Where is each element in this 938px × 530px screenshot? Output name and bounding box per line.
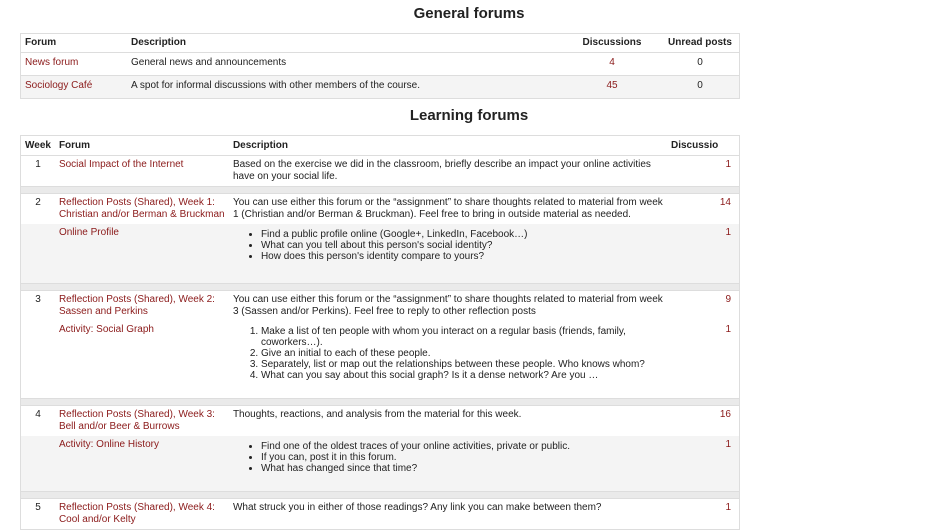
column-header-forum: Forum [55,136,229,156]
forum-link[interactable]: Reflection Posts (Shared), Week 4: Cool and/or Kelty [58,502,215,525]
discussions-count-link[interactable]: 4 [609,57,615,68]
column-header-week: Week [21,136,55,156]
list-item: • What can you tell about this person's social identity? [261,240,663,251]
table-header-row [21,136,740,156]
table-row [21,53,740,76]
forum-link-sociology-cafe[interactable]: Sociology Café [25,80,93,91]
discussions-count-link[interactable]: 1 [725,502,731,513]
list-item: 2. Give an initial to each of these people. [261,348,663,359]
week-separator [21,492,740,499]
forum-description: You can use either this forum or the “assignment” to share thoughts related to material from week 3 (Sassen and/or Perkins). Feel free to reply to other reflection posts [232,294,663,317]
discussions-count-link[interactable]: 1 [725,324,731,335]
column-header-description: Description [127,34,563,53]
forum-description: Based on the exercise we did in the classroom, briefly describe an impact your online activities have on your social life. [232,159,651,182]
discussions-count-link[interactable]: 1 [725,227,731,238]
list-item: 1. Make a list of ten people with whom you interact on a regular basis (friends, family, coworkers…). [261,326,663,348]
forum-description: Thoughts, reactions, and analysis from the material for this week. [232,409,522,420]
list-item: 4. What can you say about this social graph? Is it a dense network? Are you … [261,370,663,381]
discussions-count-link[interactable]: 9 [725,294,731,305]
forum-link[interactable]: Social Impact of the Internet [58,159,184,170]
forum-description: A spot for informal discussions with other members of the course. [127,76,563,99]
unread-count: 0 [661,53,740,76]
table-row [21,224,740,284]
column-header-forum: Forum [21,34,128,53]
week-number: 4 [35,409,41,420]
forum-description [229,436,667,492]
column-header-discussions: Discussio [667,136,740,156]
list-item: 3. Separately, list or map out the relationships between these people. Who knows whom? [261,359,663,370]
discussions-count-link[interactable]: 1 [725,159,731,170]
learning-forums-table [20,135,740,530]
column-header-discussions: Discussions [563,34,661,53]
forum-link-news[interactable]: News forum [25,57,79,68]
forum-description: What struck you in either of those readings? Any link you can make between them? [232,502,602,513]
week-separator [21,399,740,406]
forum-link[interactable]: Online Profile [58,227,119,238]
general-forums-heading: General forums [413,5,525,22]
forum-description [229,321,667,399]
discussions-count-link[interactable]: 1 [725,439,731,450]
forum-link[interactable]: Reflection Posts (Shared), Week 1: Christian and/or Berman & Bruckman [58,197,225,220]
table-row [21,321,740,399]
table-row [21,194,740,225]
forum-link[interactable]: Activity: Online History [58,439,159,450]
column-header-description: Description [229,136,667,156]
list-item: • Find one of the oldest traces of your online activities, private or public. [261,441,663,452]
table-row [21,436,740,492]
forum-link[interactable]: Reflection Posts (Shared), Week 3: Bell and/or Beer & Burrows [58,409,215,432]
week-number: 2 [35,197,41,208]
discussions-count-link[interactable]: 16 [719,409,731,420]
table-row [21,156,740,187]
column-header-unread: Unread posts [661,34,740,53]
forum-link[interactable]: Reflection Posts (Shared), Week 2: Sassen and Perkins [58,294,215,317]
discussions-count-link[interactable]: 14 [719,197,731,208]
table-row [21,406,740,437]
table-row [21,291,740,322]
forum-description: You can use either this forum or the “assignment” to share thoughts related to material from week 1 (Christian and/or Berman & Bruckman). Feel free to bring in outside material as needed. [232,197,663,220]
list-item: • What has changed since that time? [261,463,663,474]
learning-forums-heading: Learning forums [409,107,529,124]
list-item: • If you can, post it in this forum. [261,452,663,463]
forum-description [229,224,667,284]
table-header-row [21,34,740,53]
forum-description: General news and announcements [127,53,563,76]
forum-link[interactable]: Activity: Social Graph [58,324,154,335]
unread-count: 0 [661,76,740,99]
discussions-count-link[interactable]: 45 [606,80,618,91]
week-number: 5 [35,502,41,513]
week-separator [21,187,740,194]
list-item: • How does this person's identity compare to yours? [261,251,663,262]
table-row [21,76,740,99]
week-separator [21,284,740,291]
general-forums-table [20,33,740,99]
week-number: 1 [35,159,41,170]
table-row [21,499,740,530]
week-number: 3 [35,294,41,305]
list-item: • Find a public profile online (Google+, LinkedIn, Facebook…) [261,229,663,240]
